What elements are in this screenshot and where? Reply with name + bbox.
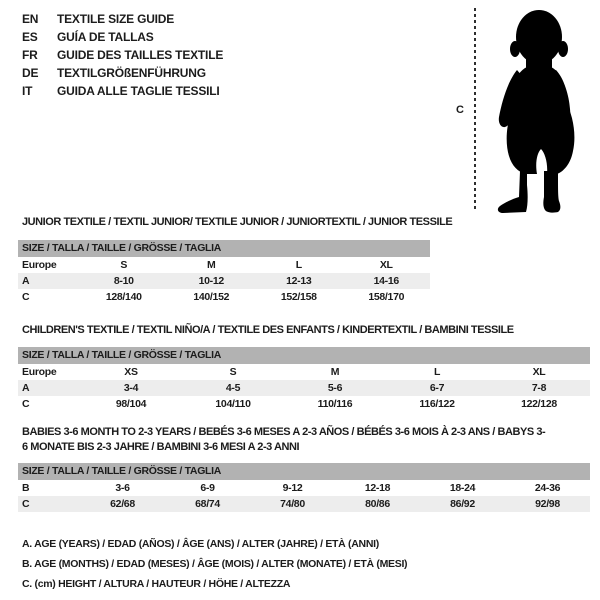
cell-value: 18-24 — [449, 482, 476, 494]
lang-row-fr — [22, 46, 223, 64]
cell-value: 116/122 — [419, 398, 455, 410]
junior-size-table — [18, 240, 430, 305]
table-row — [18, 364, 590, 380]
row-label: Europe — [22, 259, 57, 271]
cell-value: 10-12 — [198, 275, 224, 287]
table-row — [18, 480, 590, 496]
table-header-bar: SIZE / TALLA / TAILLE / GRÖSSE / TAGLIA — [18, 240, 430, 257]
cell-value: 4-5 — [225, 382, 241, 394]
cell-value: 12-18 — [364, 482, 391, 494]
junior-section-title: JUNIOR TEXTILE / TEXTIL JUNIOR/ TEXTILE JUNIOR / JUNIORTEXTIL / JUNIOR TESSILE — [22, 216, 453, 228]
table-header-bar: SIZE / TALLA / TAILLE / GRÖSSE / TAGLIA — [18, 463, 590, 480]
lang-code: ES — [22, 30, 38, 44]
cell-value: 74/80 — [280, 498, 305, 510]
lang-row-en — [22, 10, 223, 28]
table-row — [18, 257, 430, 273]
row-label: B — [22, 482, 30, 494]
cell-value: 12-13 — [286, 275, 312, 287]
legend-footnotes — [22, 534, 407, 594]
cell-value: 6-7 — [429, 382, 445, 394]
footnote-age-years: A. AGE (YEARS) / EDAD (AÑOS) / ÂGE (ANS) / ALTER (JAHRE) / ETÀ (ANNI) — [22, 538, 379, 550]
babies-size-table — [18, 463, 590, 512]
cell-value: 152/158 — [280, 291, 317, 303]
cell-value: XL — [379, 259, 393, 271]
table-header-bar: SIZE / TALLA / TAILLE / GRÖSSE / TAGLIA — [18, 347, 590, 364]
cell-value: 24-36 — [534, 482, 561, 494]
cell-value: 122/128 — [521, 398, 557, 410]
cell-value: M — [330, 366, 340, 378]
table-row — [18, 273, 430, 289]
lang-code: EN — [22, 12, 39, 26]
cell-value: 68/74 — [195, 498, 220, 510]
cell-value: 9-12 — [282, 482, 303, 494]
language-title-block — [22, 10, 223, 100]
cell-value: L — [433, 366, 441, 378]
cell-value: 128/140 — [105, 291, 142, 303]
row-label: A — [22, 275, 30, 287]
cell-value: 14-16 — [373, 275, 399, 287]
lang-code: FR — [22, 48, 38, 62]
cell-value: M — [207, 259, 216, 271]
cell-value: 8-10 — [113, 275, 134, 287]
row-label: C — [22, 291, 30, 303]
cell-value: 140/152 — [193, 291, 230, 303]
footnote-age-months: B. AGE (MONTHS) / EDAD (MESES) / ÂGE (MOIS) / ALTER (MONATE) / ETÀ (MESI) — [22, 558, 408, 570]
cell-value: 104/110 — [215, 398, 251, 410]
cell-value: 158/170 — [368, 291, 405, 303]
children-size-table — [18, 347, 590, 412]
row-label: A — [22, 382, 30, 394]
height-measure-label: C — [456, 104, 464, 116]
cell-value: 3-4 — [123, 382, 139, 394]
lang-title: GUIDE DES TAILLES TEXTILE — [57, 48, 224, 62]
cell-value: 62/68 — [110, 498, 135, 510]
lang-row-es — [22, 28, 223, 46]
table-row — [18, 496, 590, 512]
row-label: Europe — [22, 366, 57, 378]
cell-value: 86/92 — [450, 498, 475, 510]
table-row — [18, 380, 590, 396]
lang-code: DE — [22, 66, 39, 80]
cell-value: 98/104 — [115, 398, 147, 410]
lang-title: GUIDA ALLE TAGLIE TESSILI — [57, 84, 220, 98]
children-section-title: CHILDREN'S TEXTILE / TEXTIL NIÑO/A / TEXTILE DES ENFANTS / KINDERTEXTIL / BAMBINI TESSILE — [22, 324, 514, 336]
cell-value: 80/86 — [365, 498, 390, 510]
cell-value: 6-9 — [200, 482, 215, 494]
cell-value: S — [120, 259, 128, 271]
cell-value: 110/116 — [317, 398, 353, 410]
cell-value: S — [229, 366, 237, 378]
cell-value: XL — [532, 366, 546, 378]
cell-value: 92/98 — [535, 498, 560, 510]
lang-code: IT — [22, 84, 33, 98]
row-label: C — [22, 498, 30, 510]
table-row — [18, 396, 590, 412]
lang-title: TEXTILE SIZE GUIDE — [57, 12, 175, 26]
row-label: C — [22, 398, 30, 410]
height-dotted-line — [474, 8, 476, 212]
table-row — [18, 289, 430, 305]
cell-value: 7-8 — [531, 382, 547, 394]
cell-value: XS — [124, 366, 138, 378]
lang-row-it — [22, 82, 223, 100]
cell-value: 5-6 — [327, 382, 343, 394]
babies-section-title: BABIES 3-6 MONTH TO 2-3 YEARS / BEBÉS 3-6 MESES A 2-3 AÑOS / BÉBÉS 3-6 MOIS À 2-3 ANS / BABYS 3-6 MONATE BIS 2-3 JAHRE / BAMBINI 3-6 MESI A 2-3 ANNI — [22, 426, 546, 453]
baby-height-figure — [440, 0, 600, 220]
cell-value: 3-6 — [115, 482, 130, 494]
baby-silhouette-icon — [486, 5, 596, 215]
lang-title: TEXTILGRÖßENFÜHRUNG — [57, 66, 206, 80]
lang-title: GUÍA DE TALLAS — [57, 30, 154, 44]
footnote-height: C. (cm) HEIGHT / ALTURA / HAUTEUR / HÖHE / ALTEZZA — [22, 578, 291, 590]
cell-value: L — [295, 259, 302, 271]
lang-row-de — [22, 64, 223, 82]
